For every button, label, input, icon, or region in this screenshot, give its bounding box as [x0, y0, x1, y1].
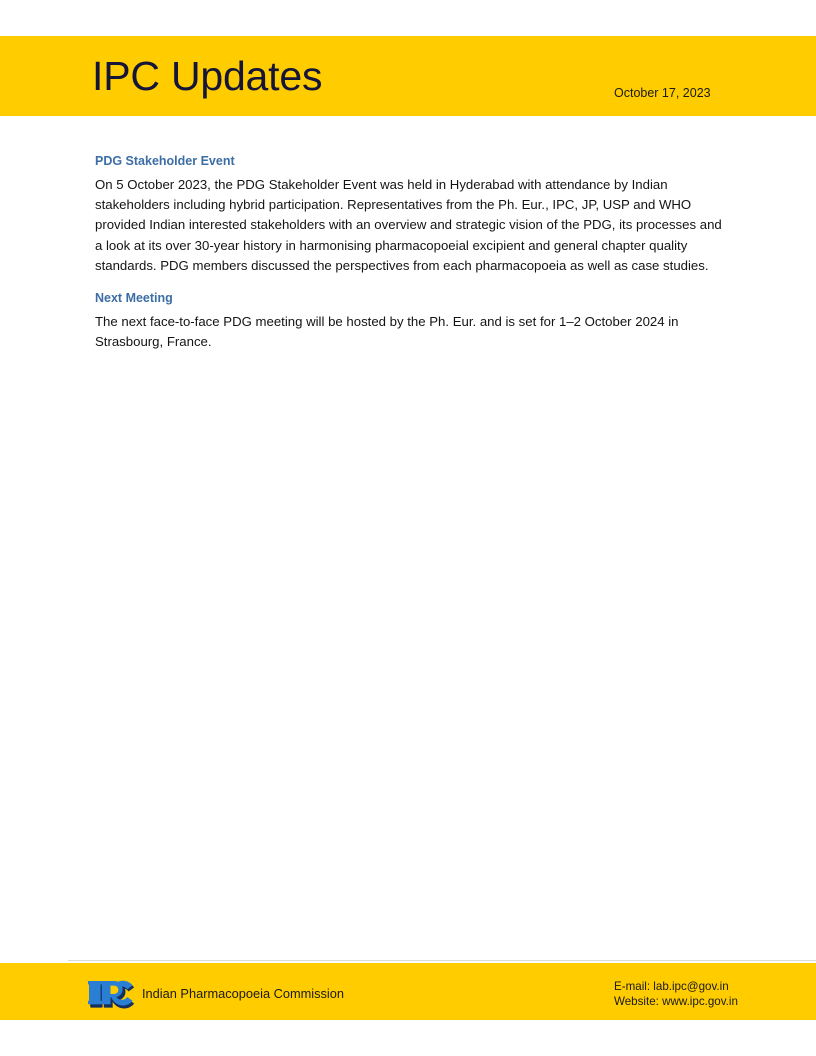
article-content: [95, 152, 727, 352]
section-pdg-stakeholder-event: [95, 152, 727, 276]
section-paragraph: The next face-to-face PDG meeting will be hosted by the Ph. Eur. and is set for 1–2 October 2024 in Strasbourg, France.: [95, 314, 679, 350]
footer-divider: [68, 960, 816, 961]
organization-name: Indian Pharmacopoeia Commission: [142, 986, 345, 1001]
section-heading: Next Meeting: [95, 291, 173, 306]
footer-website: Website: www.ipc.gov.in: [614, 995, 738, 1008]
issue-date: October 17, 2023: [614, 86, 711, 100]
section-paragraph: On 5 October 2023, the PDG Stakeholder Event was held in Hyderabad with attendance by Indian stakeholders including hybrid participation. Representatives from the Ph. Eur., IPC, JP, USP and WHO provided Indian interested stakeholders with an overview and strategic vision of the PDG, its processes and a look at its over 30-year history in harmonising pharmacopoeial excipient and general chapter quality standards. PDG members discussed the perspectives from each pharmacopoeia as well as case studies.: [95, 177, 722, 273]
section-heading: PDG Stakeholder Event: [95, 154, 235, 168]
ipc-logo-icon: [88, 978, 135, 1010]
footer-contact: [614, 979, 738, 1009]
page-title: IPC Updates: [92, 53, 323, 99]
footer-branding: [88, 978, 344, 1010]
section-next-meeting: [95, 289, 727, 352]
footer-email: E-mail: lab.ipc@gov.in: [614, 980, 729, 993]
